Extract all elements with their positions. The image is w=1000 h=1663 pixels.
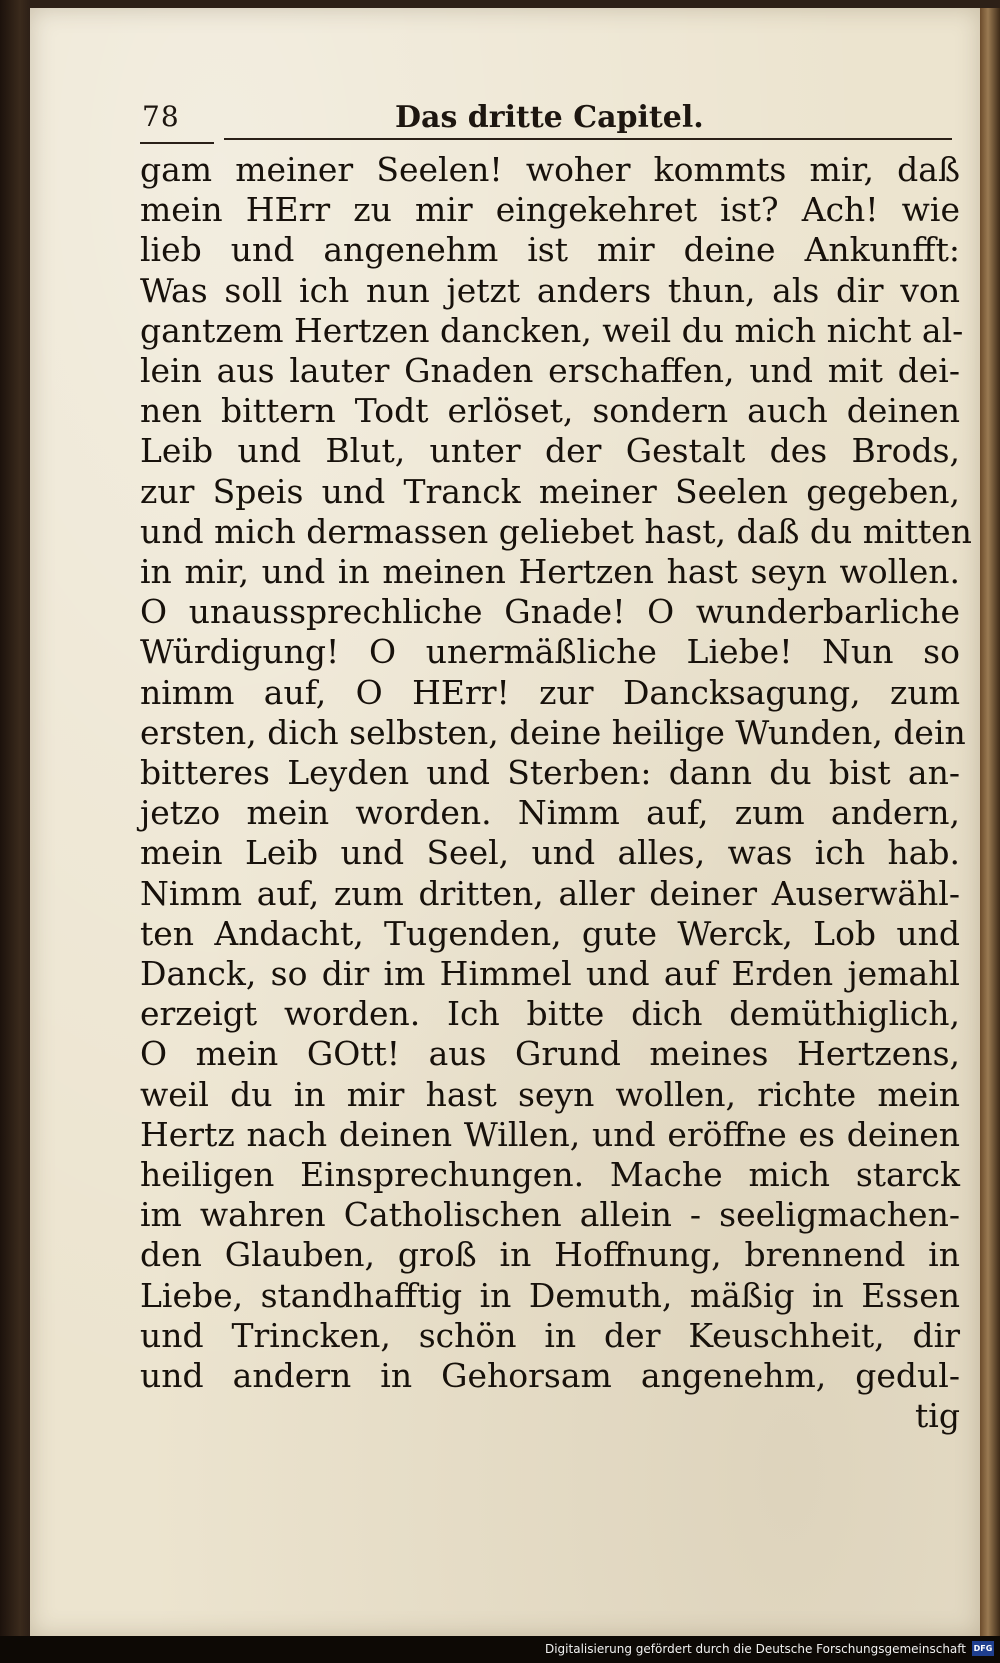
text-line: und andern in Gehorsam angenehm, gedul- (140, 1356, 960, 1396)
text-line: gantzem Hertzen dancken, weil du mich nicht al- (140, 310, 964, 350)
text-line: lieb und angenehm ist mir deine Ankunfft: (140, 230, 960, 270)
text-line: Würdigung! O unermäßliche Liebe! Nun so (140, 632, 960, 672)
text-line: gam meiner Seelen! woher kommts mir, daß (140, 150, 960, 189)
text-line: und mich dermassen geliebet hast, daß du mitten (140, 511, 972, 551)
text-line: Liebe, standhafftig in Demuth, mäßig in Essen (140, 1275, 960, 1315)
text-line: lein aus lauter Gnaden erschaffen, und mit dei- (140, 351, 960, 391)
text-line: mein Leib und Seel, und alles, was ich hab. (140, 833, 960, 873)
text-line: nen bittern Todt erlöset, sondern auch deinen (140, 391, 960, 431)
funding-credit: Digitalisierung gefördert durch die Deutsche Forschungsgemeinschaft (544, 1642, 966, 1656)
page-number: 78 (142, 100, 180, 133)
text-line: in mir, und in meinen Hertzen hast seyn wollen. (140, 552, 960, 592)
text-line: bitteres Leyden und Sterben: dann du bist an- (140, 753, 960, 793)
text-line: zur Speis und Tranck meiner Seelen gegeben, (140, 471, 960, 511)
text-line: O mein GOtt! aus Grund meines Hertzens, (140, 1034, 960, 1074)
header-rule-short (140, 142, 214, 144)
text-line: mein HErr zu mir eingekehret ist? Ach! wie (140, 190, 960, 230)
text-line: O unaussprechliche Gnade! O wunderbarliche (140, 592, 960, 632)
text-line: den Glauben, groß in Hoffnung, brennend in (140, 1235, 960, 1275)
page-header (112, 100, 962, 140)
running-title: Das dritte Capitel. (395, 100, 704, 135)
text-line: ten Andacht, Tugenden, gute Werck, Lob und (140, 913, 960, 953)
text-line: im wahren Catholischen allein - seeligmachen- (140, 1195, 960, 1235)
book-edge (980, 8, 1000, 1636)
text-line: Hertz nach deinen Willen, und eröffne es deinen (140, 1114, 960, 1154)
text-line: nimm auf, O HErr! zur Dancksagung, zum (140, 672, 960, 712)
text-line: weil du in mir hast seyn wollen, richte mein (140, 1074, 960, 1114)
body-text (140, 150, 972, 1437)
text-line: ersten, dich selbsten, deine heilige Wunden, dein (140, 712, 966, 752)
text-line: Danck, so dir im Himmel und auf Erden jemahl (140, 954, 960, 994)
digitization-footer (0, 1636, 1000, 1663)
text-line: heiligen Einsprechungen. Mache mich starck (140, 1155, 960, 1195)
catchword: tig (915, 1396, 960, 1436)
text-line: erzeigt worden. Ich bitte dich demüthiglich, (140, 994, 960, 1034)
text-line: jetzo mein worden. Nimm auf, zum andern, (140, 793, 960, 833)
text-line: Leib und Blut, unter der Gestalt des Brods, (140, 431, 960, 471)
text-line: Nimm auf, zum dritten, aller deiner Auserwähl- (140, 873, 960, 913)
text-line: Was soll ich nun jetzt anders thun, als dir von (140, 270, 960, 310)
text-line: und Trincken, schön in der Keuschheit, dir (140, 1315, 960, 1355)
header-rule-long (224, 138, 952, 140)
dfg-logo: DFG (972, 1641, 994, 1656)
